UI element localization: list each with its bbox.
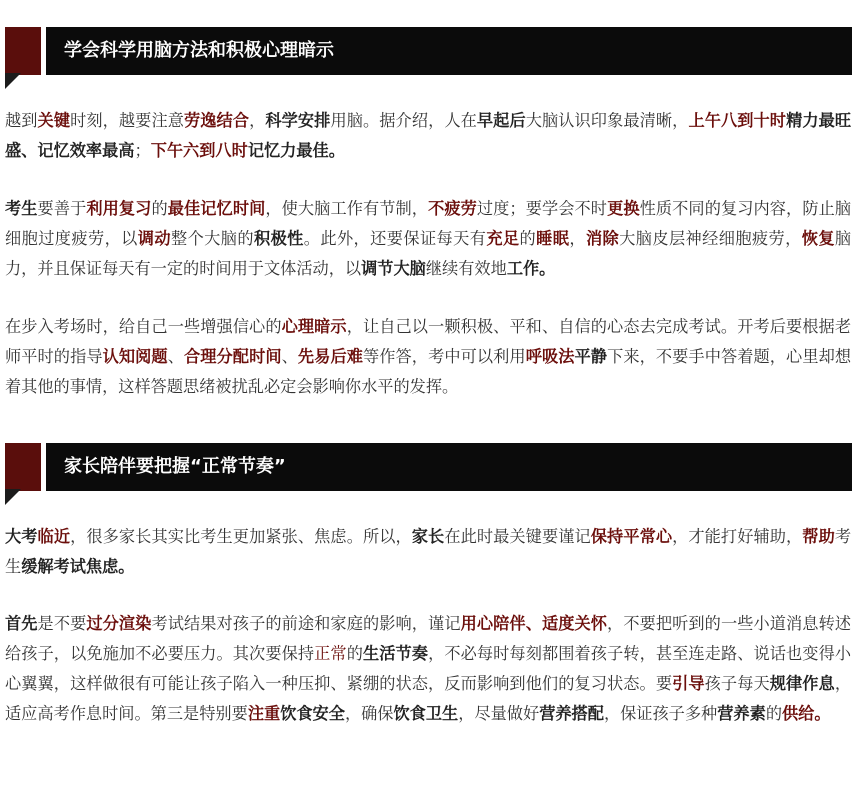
emphasis-red: 认知阅题 [102, 347, 168, 366]
emphasis-red: 恢复 [801, 229, 835, 248]
text-run: 继续有效地 [425, 259, 507, 278]
emphasis-red: 关键 [37, 111, 71, 130]
text-run: ，适应高考作息时间。第三是特别要 [5, 674, 852, 723]
emphasis-red: 不疲劳 [428, 199, 477, 218]
heading-accent-block [5, 27, 41, 75]
section-heading-2 [0, 443, 852, 505]
text-run: ，才能打好辅助， [672, 527, 803, 546]
emphasis-red: 上午八到十时 [688, 111, 787, 130]
text-run: 整个大脑的 [170, 229, 254, 248]
emphasis-bold: 营养素 [717, 704, 766, 723]
emphasis-bold: 家长 [411, 527, 445, 546]
emphasis-red: 劳逸结合 [184, 111, 250, 130]
emphasis-bold: 规律作息 [769, 674, 835, 693]
paragraph [5, 194, 851, 284]
emphasis-bold: 调节大脑 [361, 259, 426, 278]
emphasis-bold: 早起后 [476, 111, 526, 130]
text-run: 越到 [5, 111, 38, 130]
paragraph [5, 522, 851, 582]
emphasis-red: 保持平常心 [590, 527, 673, 546]
text-run: 考生 [5, 527, 852, 576]
emphasis-bold: 饮食安全 [280, 704, 345, 723]
text-run: 大脑认识印象最清晰， [525, 111, 689, 130]
section-title: 学会科学用脑方法和积极心理暗示 [46, 27, 852, 75]
text-run: ，保证孩子多种 [603, 704, 718, 723]
text-run: 、 [167, 347, 184, 366]
text-run: 下来，不要手中答着题，心里却想着其他的事情，这样答题思绪被扰乱必定会影响你水平的发挥。 [5, 347, 852, 396]
text-run: 用脑。据介绍，人在 [330, 111, 477, 130]
emphasis-color: 正常 [314, 644, 347, 663]
emphasis-bold: 营养搭配 [539, 704, 604, 723]
text-run: 的 [151, 199, 168, 218]
emphasis-red: 临近 [37, 527, 71, 546]
text-run: 孩子每天 [704, 674, 770, 693]
emphasis-bold: 饮食卫生 [393, 704, 459, 723]
emphasis-red: 下午六到八时 [150, 141, 248, 160]
text-run: 是不要 [37, 614, 87, 633]
emphasis-red: 心理暗示 [281, 317, 347, 336]
emphasis-red: 注重 [247, 704, 281, 723]
text-run: ； [134, 141, 151, 160]
text-run: 、 [281, 347, 298, 366]
emphasis-red: 呼吸法 [525, 347, 575, 366]
text-run: 的 [765, 704, 782, 723]
text-run: 在步入考场时，给自己一些增强信心的 [5, 317, 282, 336]
text-run: 脑力，并且保证每天有一定的时间用于文体活动，以 [5, 229, 852, 278]
heading-accent-tail [5, 73, 21, 89]
text-run: ， [249, 111, 266, 130]
text-run: ，尽量做好 [458, 704, 540, 723]
heading-accent-block [5, 443, 41, 491]
text-run: 。此外，还要保证每天有 [303, 229, 487, 248]
text-run: 等作答，考中可以利用 [363, 347, 526, 366]
text-run: ，确保 [344, 704, 394, 723]
text-run: ，让自己以一颗积极、平和、自信的心态去完成考试。开考后要根据老师平时的指导 [5, 317, 852, 366]
emphasis-bold: 考生 [5, 199, 38, 218]
paragraph [5, 106, 851, 166]
emphasis-red: 睡眠 [536, 229, 570, 248]
emphasis-red: 帮助 [802, 527, 835, 546]
text-run: 性质不同的复习内容，防止脑细胞过度疲劳，以 [5, 199, 852, 248]
emphasis-red: 利用复习 [86, 199, 152, 218]
section-title: 家长陪伴要把握“正常节奏” [46, 443, 852, 491]
section-heading-1 [0, 27, 852, 89]
emphasis-red: 最佳记忆时间 [167, 199, 266, 218]
text-run: ，很多家长其实比考生更加紧张、焦虑。所以， [70, 527, 412, 546]
emphasis-red: 合理分配时间 [184, 347, 282, 366]
paragraph [5, 609, 851, 729]
emphasis-bold: 缓解考试焦虑。 [21, 557, 135, 576]
emphasis-red: 用心陪伴、适度关怀 [460, 614, 608, 633]
text-run: 要善于 [37, 199, 87, 218]
emphasis-bold: 首先 [5, 614, 38, 633]
text-run: ，使大脑工作有节制， [265, 199, 429, 218]
emphasis-bold: 工作。 [506, 259, 556, 278]
paragraph [5, 312, 851, 402]
emphasis-bold: 生活节奏 [362, 644, 429, 663]
emphasis-bold: 平静 [574, 347, 608, 366]
emphasis-red: 更换 [607, 199, 640, 218]
text-run: 的 [519, 229, 537, 248]
emphasis-bold: 记忆力最佳。 [247, 141, 345, 160]
text-run: 考试结果对孩子的前途和家庭的影响，谨记 [151, 614, 461, 633]
emphasis-red: 过分渲染 [86, 614, 152, 633]
emphasis-bold: 科学安排 [265, 111, 331, 130]
emphasis-red: 调动 [137, 229, 171, 248]
heading-accent-tail [5, 489, 21, 505]
text-run: 的 [346, 644, 363, 663]
emphasis-bold: 积极性 [253, 229, 304, 248]
text-run: 时刻，越要注意 [70, 111, 184, 130]
text-run: 大脑皮层神经细胞疲劳， [619, 229, 802, 248]
emphasis-red: 引导 [672, 674, 705, 693]
text-run: ，不必每时每刻都围着孩子转，甚至连走路、说话也变得小心翼翼，这样做很有可能让孩子陷入一种压抑、紧绷的状态，反而影响到他们的复习状态。要 [5, 644, 852, 693]
emphasis-red: 先易后难 [297, 347, 363, 366]
emphasis-bold: 精力最旺盛、记忆效率最高 [5, 111, 852, 160]
emphasis-red: 供给。 [782, 704, 831, 723]
emphasis-bold: 大考 [5, 527, 38, 546]
text-run: ，不要把听到的一些小道消息转述给孩子，以免施加不必要压力。其次要保持 [5, 614, 852, 663]
text-run: 过度；要学会不时 [476, 199, 608, 218]
emphasis-red: 充足 [486, 229, 520, 248]
emphasis-red: 消除 [585, 229, 620, 248]
text-run: ， [569, 229, 586, 248]
text-run: 在此时最关键要谨记 [444, 527, 591, 546]
